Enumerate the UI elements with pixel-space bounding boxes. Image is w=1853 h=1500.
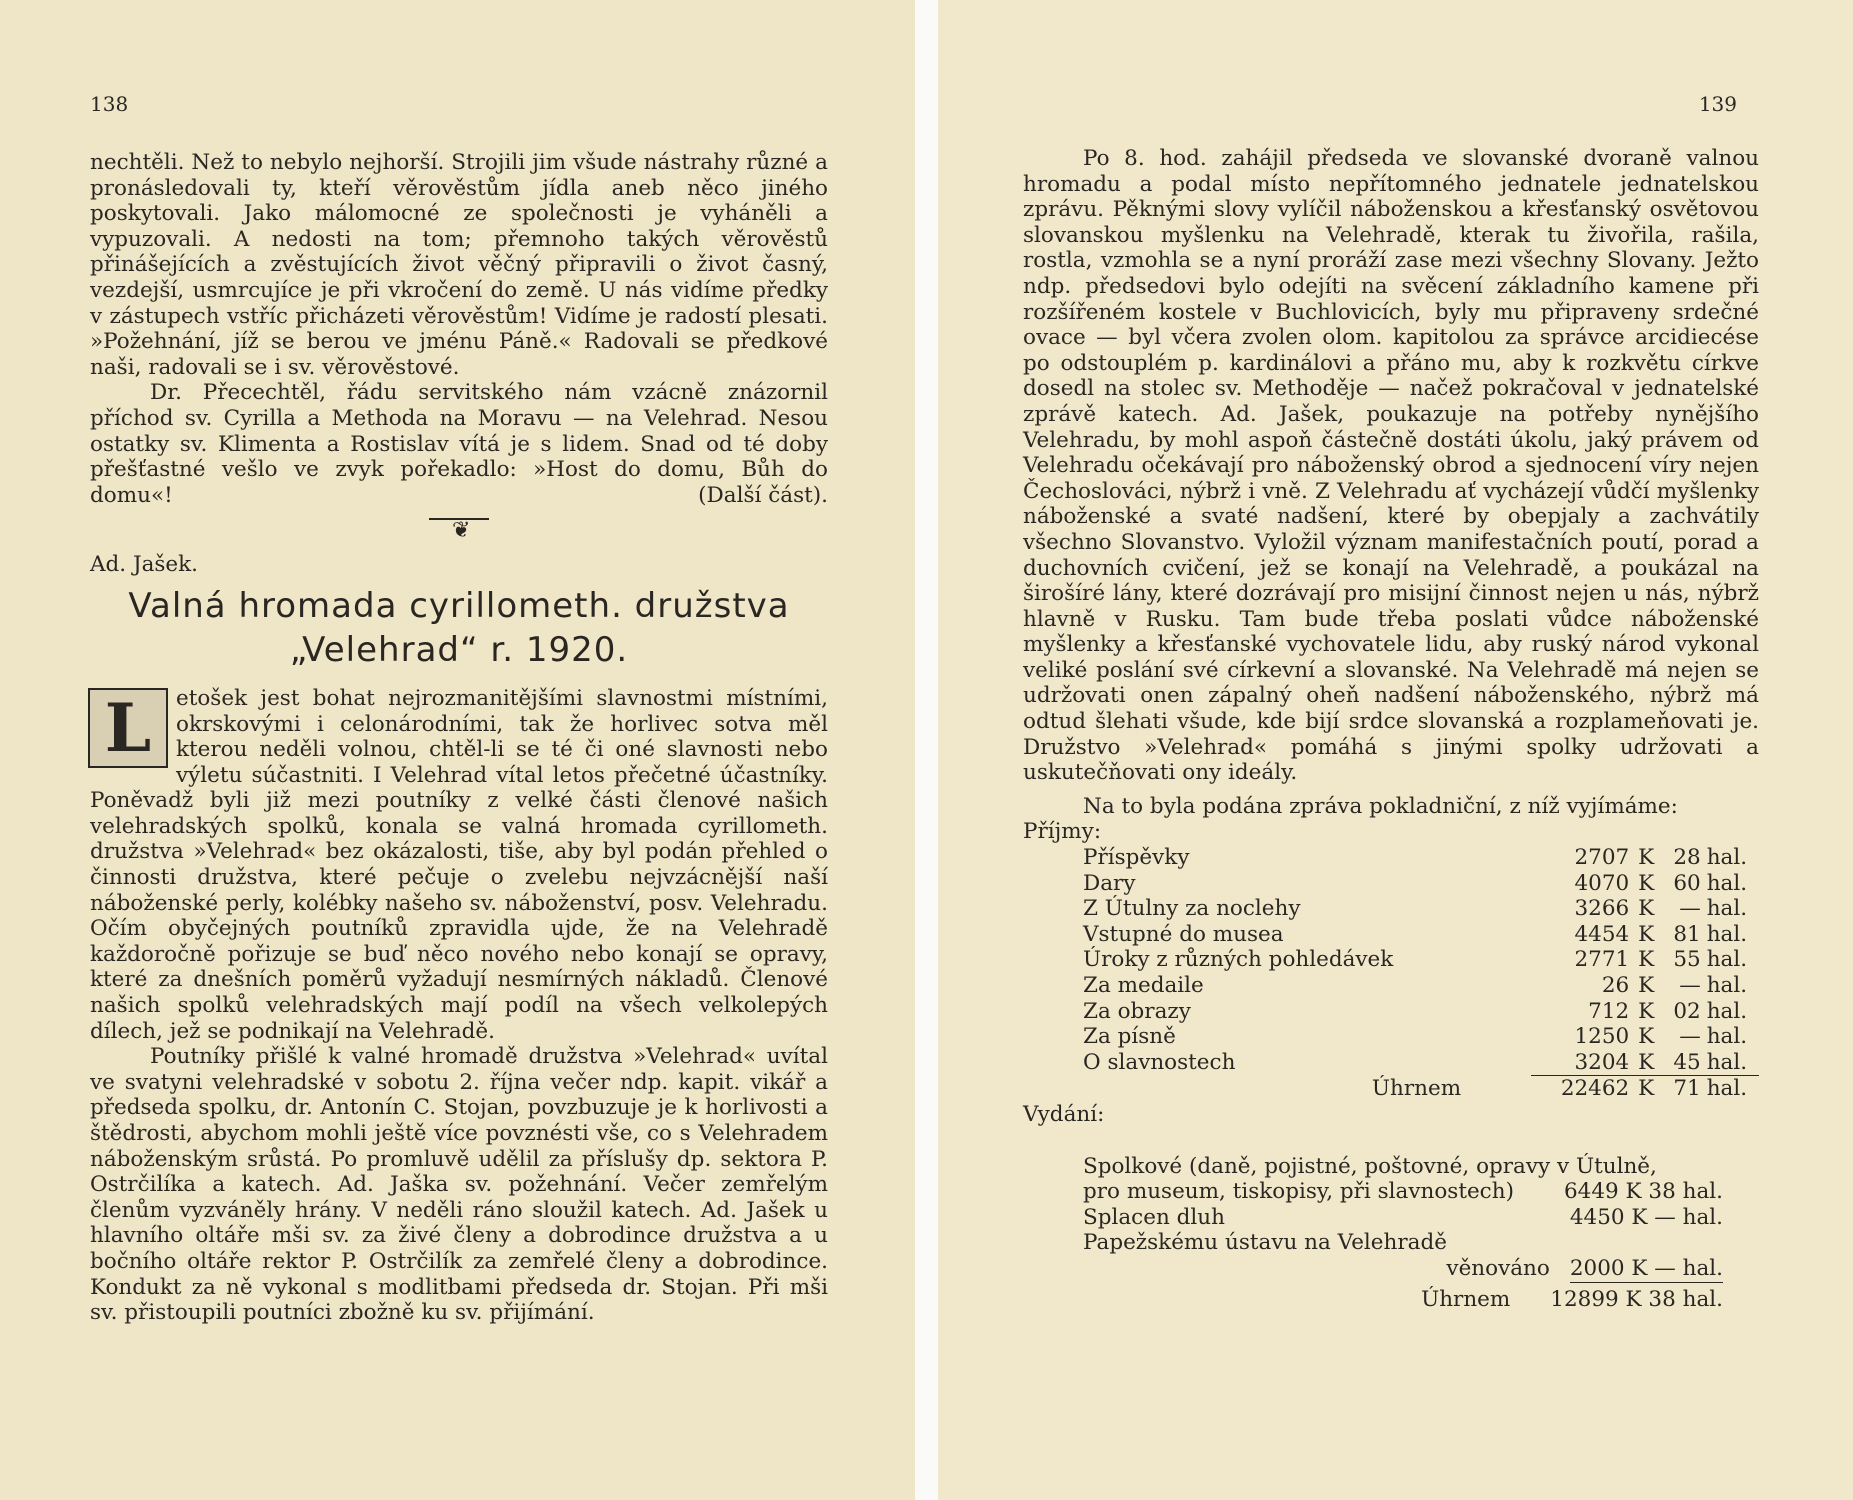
income-k: K xyxy=(1638,998,1655,1024)
income-table xyxy=(1023,845,1759,1102)
income-unit: hal. xyxy=(1706,947,1748,973)
expense-item: Spolkové (daně, pojistné, poštovné, opravy v Útulně, xyxy=(1083,1153,1657,1179)
income-total-row: Úhrnem 22462 K 71 hal. xyxy=(1371,1076,1748,1102)
income-amount: 2771 xyxy=(1574,947,1630,973)
income-unit: hal. xyxy=(1706,973,1748,998)
income-label: Úroky z různých pohledávek xyxy=(1083,947,1394,973)
expense-item: Splacen dluh 4450 K — hal. xyxy=(1083,1204,1723,1230)
book-gutter xyxy=(915,0,938,1500)
income-label: Dary xyxy=(1083,870,1136,896)
income-amount: 2707 xyxy=(1574,845,1630,871)
income-label: Za medaile xyxy=(1083,973,1204,998)
drop-cap: L xyxy=(88,688,168,768)
income-heading: Příjmy: xyxy=(1023,819,1102,845)
intro-paragraph: nechtěli. Než to nebylo nejhorší. Strojili jim všude nástrahy různé a pronásledovali ty, kteří věrověstům jídla aneb něco jiného poskytovali. Jako málomocné ze společnosti je vyháněli a vypuzovali. A nedosti na tom; přemnoho takých věrověstů přinášejících a zvěstujících život věčný připravili o život časný, vezdejší, usmrcujíce je při vkročení do země. U nás vidíme předky v zástupech vstříc přicházeti věrověstům! Vidíme je radostí plesati. »Požehnání, jíž se berou ve jménu Páně.« Radovali se předkové naši, radovali se i sv. věrověstové. xyxy=(90,150,828,380)
continuation-note: (Další část). xyxy=(698,482,828,508)
income-unit: hal. xyxy=(1706,921,1748,947)
page-number: 139 xyxy=(1698,92,1737,116)
income-row xyxy=(1023,973,1759,999)
income-unit: hal. xyxy=(1706,998,1748,1024)
article-headline: Valná hromada cyrillometh. družstva „Velehrad“ r. 1920. xyxy=(128,585,790,670)
income-label: O slavnostech xyxy=(1083,1050,1236,1076)
income-hal: 81 xyxy=(1673,921,1701,947)
second-paragraph: Dr. Přecechtěl, řádu servitského nám vzácně znázornil příchod sv. Cyrilla a Methoda na Moravu — na Velehrad. Nesou ostatky sv. Klimenta a Rostislav vítá je s lidem. Snad od té doby přešťastné vešlo ve zvyk pořekadlo: »Host do domu, Bůh do domu«! (Další část). xyxy=(90,380,828,508)
income-hal: 28 xyxy=(1673,845,1701,871)
income-amount: 712 xyxy=(1588,998,1630,1024)
income-k: K xyxy=(1638,896,1655,922)
income-hal: 45 xyxy=(1663,1050,1701,1076)
income-hal: 55 xyxy=(1673,947,1701,973)
income-hal: — xyxy=(1679,896,1701,922)
income-unit: hal. xyxy=(1706,845,1748,871)
closing-paragraph: Poutníky přišlé k valné hromadě družstva »Velehrad« uvítal ve svatyni velehradské v sobotu 2. října večer ndp. kapit. vikář a předseda spolku, dr. Antonín C. Stojan, povzbuzuje je k horlivosti a štědrosti, abychom mohli ještě více povznésti vše, co s Velehradem náboženským srůstá. Po promluvě udělil za příslušy dp. sektora P. Ostrčilíka a katech. Ad. Jaška sv. požehnání. Večer zemřelým členům vyzváněly hrány. V neděli ráno sloužil katech. Ad. Jašek u hlavního oltáře mši sv. za živé členy a dobrodince družstva a u bočního oltáře rektor P. Ostrčilík za zemřelé členy a dobrodince. Kondukt za ně vykonal s modlitbami předseda dr. Stojan. Při mši sv. přistoupili poutníci zbožně ku sv. přijímání. xyxy=(90,1044,828,1326)
right-page xyxy=(938,0,1853,1500)
income-unit: hal. xyxy=(1706,1024,1748,1050)
income-k: K xyxy=(1638,947,1655,973)
income-k: K xyxy=(1638,845,1655,871)
income-amount: 3204 xyxy=(1531,1050,1629,1076)
income-unit: hal. xyxy=(1701,1050,1759,1076)
income-row xyxy=(1023,922,1759,948)
income-amount: 4070 xyxy=(1574,870,1630,896)
income-k: K xyxy=(1638,870,1655,896)
expense-total-row: Úhrnem 12899 K 38 hal. xyxy=(1421,1286,1723,1312)
income-label: Vstupné do musea xyxy=(1083,921,1284,947)
income-label: Z Útulny za noclehy xyxy=(1083,896,1301,922)
section-ornament xyxy=(429,514,489,548)
income-unit: hal. xyxy=(1706,870,1748,896)
income-k: K xyxy=(1629,1050,1663,1076)
income-unit: hal. xyxy=(1706,896,1748,922)
income-row xyxy=(1023,845,1759,871)
income-label: Za písně xyxy=(1083,1024,1176,1050)
income-hal: — xyxy=(1679,1024,1701,1050)
expense-item: Papežskému ústavu na Velehradě xyxy=(1083,1230,1447,1256)
income-label: Příspěvky xyxy=(1083,845,1190,871)
income-k: K xyxy=(1638,921,1655,947)
income-k: K xyxy=(1638,973,1655,998)
income-label: Za obrazy xyxy=(1083,998,1191,1024)
expense-item: věnováno 2000 K — hal. xyxy=(1446,1255,1723,1281)
page-number: 138 xyxy=(90,92,129,116)
income-amount: 26 xyxy=(1601,973,1630,998)
treasury-intro: Na to byla podána zpráva pokladniční, z níž vyjímáme: xyxy=(1083,793,1678,819)
income-row xyxy=(1023,947,1759,973)
income-row xyxy=(1023,896,1759,922)
income-amount: 4454 xyxy=(1574,921,1630,947)
expense-item: pro museum, tiskopisy, při slavnostech) 6449 K 38 hal. xyxy=(1083,1179,1723,1205)
income-hal: 60 xyxy=(1673,870,1701,896)
income-hal: — xyxy=(1679,973,1701,998)
income-row xyxy=(1023,999,1759,1025)
author-signature: Ad. Jašek. xyxy=(90,552,199,578)
left-column xyxy=(90,150,828,1326)
income-amount: 3266 xyxy=(1574,896,1630,922)
left-page xyxy=(0,0,915,1500)
income-row xyxy=(1023,1050,1759,1076)
income-amount: 1250 xyxy=(1574,1024,1630,1050)
income-row xyxy=(1023,1024,1759,1050)
income-row xyxy=(1023,871,1759,897)
income-k: K xyxy=(1638,1024,1655,1050)
body-paragraph: L etošek jest bohat nejrozmanitějšími slavnostmi místními, okrskovými i celonárodními, tak že horlivec sotva měl kterou neděli volnou, chtěl-li se té či oné slavnosti nebo výletu súčastniti. I Velehrad vítal letos přečetné účastníky. Poněvadž byli již mezi poutníky z velké části členové našich velehradských spolků, konala se valná hromada cyrillometh. družstva »Velehrad« bez okázalosti, tiše, aby byl podán přehled o činnosti družstva, které pečuje o zvelebu nejvzácnější naší náboženské perly, kolébky našeho sv. náboženství, posv. Velehradu. Očím obyčejných poutníků zpravidla ujde, že na Velehradě každoročně pořizuje se buď něco nového nebo konají se opravy, které za dnešních poměrů vyžadují nesmírných nákladů. Členové našich spolků velehradských mají podíl na všech velkolepých dílech, jež se podnikají na Velehradě. xyxy=(90,685,828,1044)
expense-heading: Vydání: xyxy=(1023,1101,1105,1127)
expense-list xyxy=(1023,1154,1723,1313)
right-column xyxy=(1023,146,1759,1312)
meeting-paragraph: Po 8. hod. zahájil předseda ve slovanské dvoraně valnou hromadu a podal místo nepřítomného jednatele jednatelskou zprávu. Pěknými slovy vylíčil náboženskou a křesťanský osvětovou slovanskou myšlenku na Velehradě, kterak tu živořila, rašila, rostla, vzmohla se a nyní proráží zase mezi všechny Slovany. Ježto ndp. předsedovi bylo odejíti na svěcení základního kamene při rozšířeném kostele v Buchlovicích, byly mu připraveny srdečné ovace — byl včera zvolen olom. kapitolou za správce arcidiecése po odstouplém p. kardinálovi a přáno mu, aby k rozkvětu církve dosedl na stolec sv. Methoděje — načež pokračoval v jednatelské zprávě katech. Ad. Jašek, poukazuje na potřeby nynějšího Velehradu, by mohl aspoň částečně dostáti úkolu, jaký právem od Velehradu očekávají pro náboženský obrod a sjednocení víry nejen Čechoslováci, nýbrž i vně. Z Velehradu ať vycházejí vůdčí myšlenky náboženské a svaté nadšení, které by obepjaly a zachvátily všechno Slovanstvo. Vyložil význam manifestačních poutí, porad a duchovních cvičení, jež se konají na Velehradě, a poukázal na širošíré lány, které dozrávají pro misijní činnost nejen u nás, nýbrž hlavně v Rusku. Tam bude třeba poslati vůdce náboženské myšlenky a křesťanské vychovatele lidu, aby ruský národ vykonal veliké poslání své církevní a slovanské. Na Velehradě má nejen se udržovati onen zápalný oheň nadšení náboženského, nýbrž má odtud šlehati všude, kde bijí srdce slovanská a rozplameňovati je. Družstvo »Velehrad« pomáhá s jinými spolky udržovati a uskutečňovati ony ideály. xyxy=(1023,146,1759,786)
fleuron-icon: ❦ xyxy=(452,518,471,544)
income-hal: 02 xyxy=(1673,998,1701,1024)
